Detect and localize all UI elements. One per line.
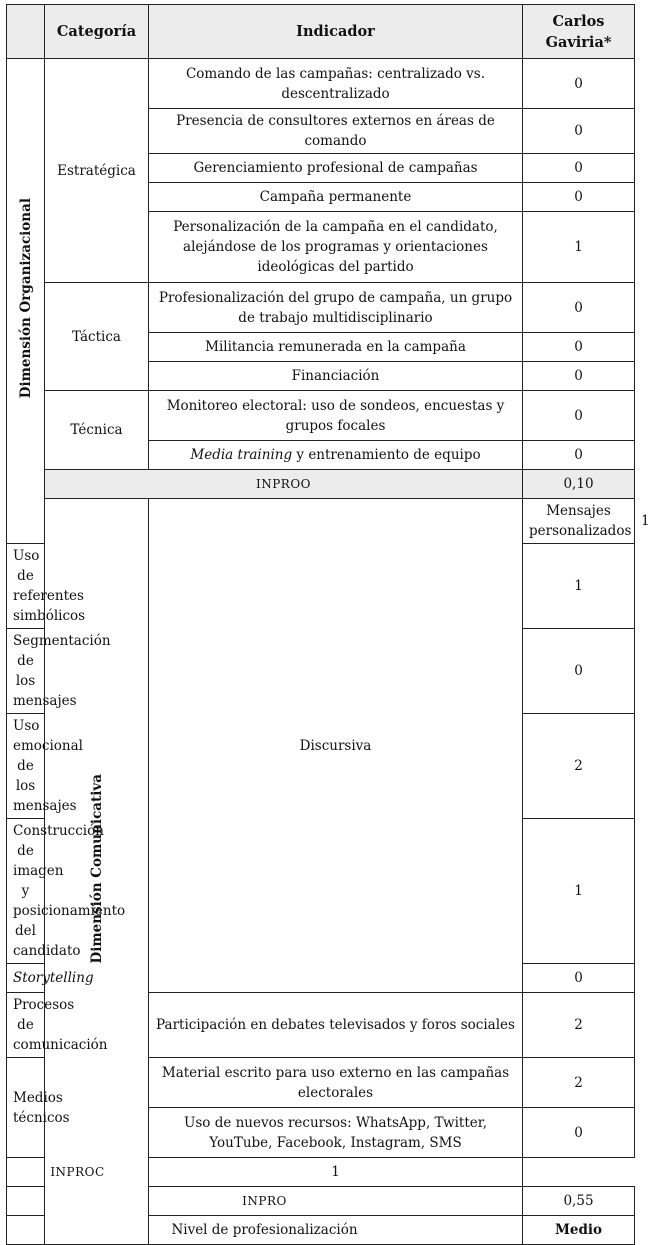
value-cell: 0 bbox=[523, 283, 635, 333]
category-tactica: Táctica bbox=[45, 283, 149, 391]
professionalization-table bbox=[6, 4, 650, 1245]
dimension-org-label: Dimensión Organizacional bbox=[17, 197, 34, 399]
total-value: 0,55 bbox=[523, 1187, 635, 1216]
header-candidate-line1: Carlos bbox=[552, 12, 605, 30]
indicator-cell: Gerenciamiento profesional de campañas bbox=[149, 154, 523, 183]
subtotal-com-value: 1 bbox=[149, 1158, 523, 1187]
dimension-com-label: Dimensión Comunicativa bbox=[88, 773, 105, 964]
indicator-cell: Presencia de consultores externos en áreas de comando bbox=[149, 109, 523, 154]
indicator-cell: Monitoreo electoral: uso de sondeos, encuestas y grupos focales bbox=[149, 391, 523, 441]
indicator-italic-part: Storytelling bbox=[13, 970, 94, 986]
indicator-cell: Comando de las campañas: centralizado vs. descentralizado bbox=[149, 59, 523, 109]
header-row bbox=[7, 5, 635, 59]
value-cell: 0 bbox=[523, 964, 635, 993]
header-blank-cell bbox=[7, 5, 45, 59]
table-container bbox=[6, 4, 650, 1245]
table-row bbox=[7, 59, 635, 109]
header-candidate-line2: Gaviria* bbox=[545, 33, 612, 51]
indicator-cell: Uso de referentes simbólicos bbox=[7, 544, 45, 629]
subtotal-row-org bbox=[7, 470, 635, 499]
subtotal-org-label: INPROO bbox=[45, 470, 523, 499]
indicator-cell: Construcción de imagen y posicionamiento del candidato bbox=[7, 819, 45, 964]
value-cell: 0 bbox=[523, 362, 635, 391]
value-cell: 1 bbox=[523, 819, 635, 964]
indicator-cell bbox=[7, 964, 94, 993]
value-cell: 0 bbox=[523, 391, 635, 441]
total-label: INPRO bbox=[7, 1187, 523, 1216]
category-discursiva: Discursiva bbox=[149, 499, 523, 993]
table-row bbox=[7, 283, 635, 333]
indicator-cell: Uso emocional de los mensajes bbox=[7, 714, 45, 819]
indicator-cell: Material escrito para uso externo en las campañas electorales bbox=[149, 1058, 523, 1108]
value-cell: 0 bbox=[523, 59, 635, 109]
category-estrategica: Estratégica bbox=[45, 59, 149, 283]
dimension-org-cell bbox=[7, 59, 45, 544]
indicator-rest-part: y entrenamiento de equipo bbox=[292, 447, 481, 463]
header-category: Categoría bbox=[45, 5, 149, 59]
subtotal-com-label: INPROC bbox=[7, 1158, 149, 1187]
indicator-cell: Personalización de la campaña en el candidato, alejándose de los programas y orientaciones ideológicas del partido bbox=[149, 212, 523, 283]
value-cell: 0 bbox=[523, 109, 635, 154]
value-cell: 0 bbox=[523, 333, 635, 362]
subtotal-org-value: 0,10 bbox=[523, 470, 635, 499]
indicator-cell: Mensajes personalizados bbox=[523, 499, 635, 544]
category-tecnica: Técnica bbox=[45, 391, 149, 470]
category-medios: Medios técnicos bbox=[7, 1058, 45, 1158]
level-row bbox=[7, 1216, 635, 1245]
indicator-cell: Uso de nuevos recursos: WhatsApp, Twitter, YouTube, Facebook, Instagram, SMS bbox=[149, 1108, 523, 1158]
value-cell: 0 bbox=[523, 183, 635, 212]
header-candidate bbox=[523, 5, 635, 59]
value-cell: 0 bbox=[523, 629, 635, 714]
value-cell: 0 bbox=[523, 1108, 635, 1158]
value-cell: 1 bbox=[523, 544, 635, 629]
level-value: Medio bbox=[523, 1216, 635, 1245]
value-cell: 2 bbox=[523, 714, 635, 819]
header-indicator: Indicador bbox=[149, 5, 523, 59]
indicator-cell bbox=[149, 441, 523, 470]
indicator-cell: Profesionalización del grupo de campaña, un grupo de trabajo multidisciplinario bbox=[149, 283, 523, 333]
table-row bbox=[7, 391, 635, 441]
value-cell: 2 bbox=[523, 1058, 635, 1108]
indicator-cell: Campaña permanente bbox=[149, 183, 523, 212]
level-label: Nivel de profesionalización bbox=[7, 1216, 523, 1245]
value-cell: 1 bbox=[523, 212, 635, 283]
indicator-italic-part: Media training bbox=[190, 447, 293, 463]
value-cell: 2 bbox=[523, 993, 635, 1058]
table-row: Dimensión Comunicativa Discursiva Mensajes personalizados 1 bbox=[7, 499, 635, 544]
category-procesos: Procesos de comunicación bbox=[7, 993, 45, 1058]
value-cell: 0 bbox=[523, 154, 635, 183]
indicator-cell: Segmentación de los mensajes bbox=[7, 629, 45, 714]
subtotal-row-com bbox=[7, 1158, 635, 1187]
total-row bbox=[7, 1187, 635, 1216]
value-cell: 0 bbox=[523, 441, 635, 470]
indicator-cell: Militancia remunerada en la campaña bbox=[149, 333, 523, 362]
indicator-cell: Financiación bbox=[149, 362, 523, 391]
indicator-cell: Participación en debates televisados y foros sociales bbox=[149, 993, 523, 1058]
